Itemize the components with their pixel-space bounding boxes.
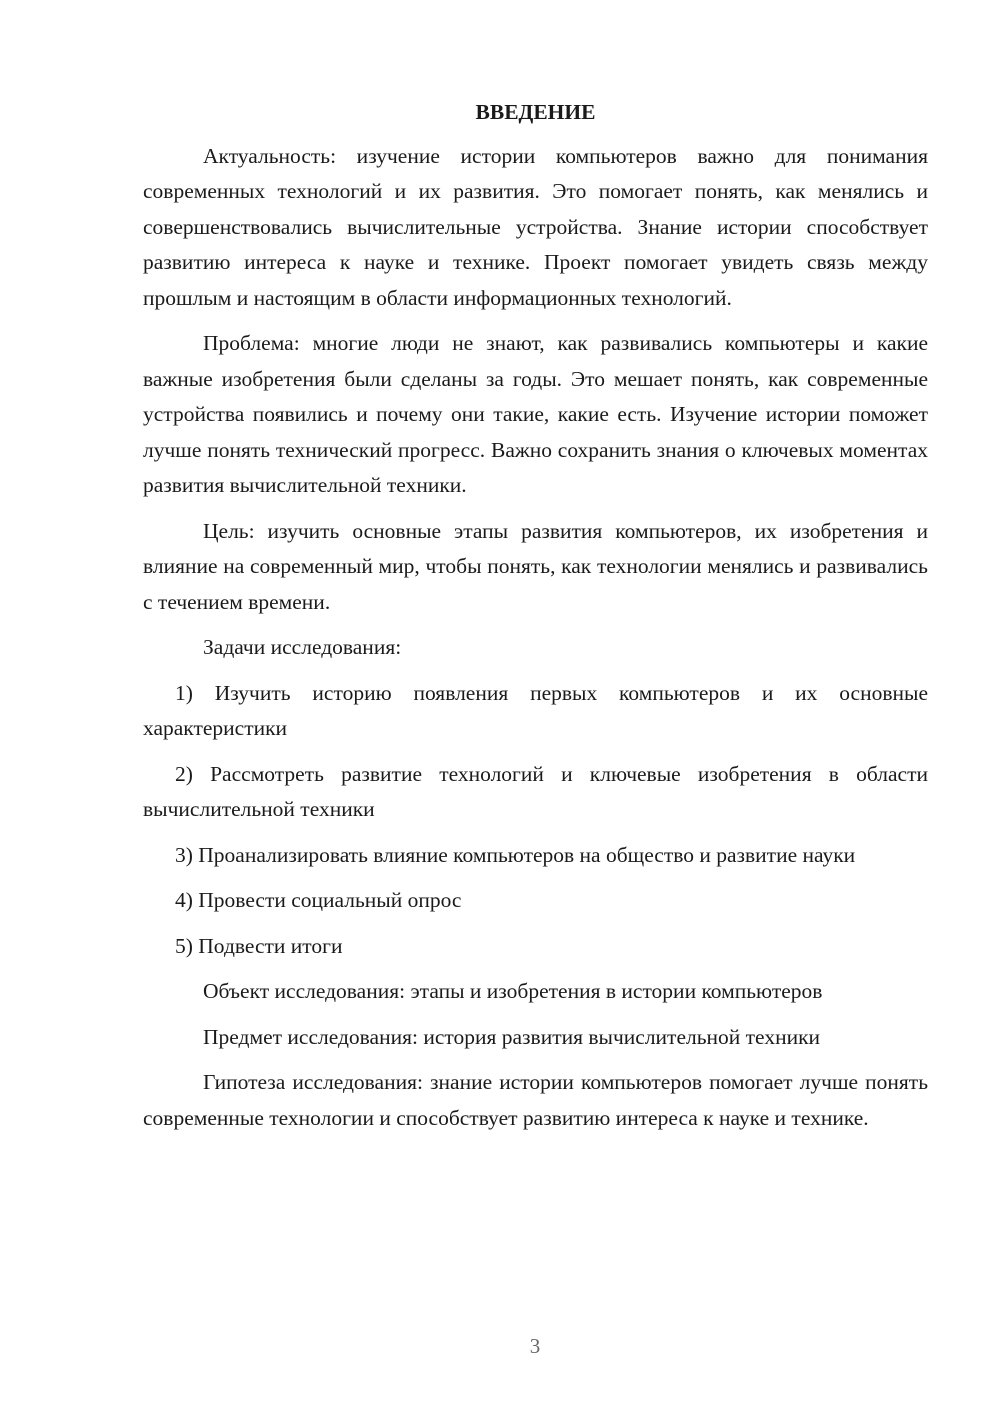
- subject-paragraph: Предмет исследования: история развития вычислительной техники: [203, 1024, 821, 1049]
- object-paragraph: Объект исследования: этапы и изобретения в истории компьютеров: [203, 979, 823, 1003]
- document-page: [143, 95, 928, 1146]
- task-item: 3) Проанализировать влияние компьютеров на общество и развитие науки: [175, 842, 856, 867]
- hypothesis-paragraph: Гипотеза исследования: знание истории компьютеров помогает лучше понять современные технологии и способствует развитию интереса к науке и технике.: [143, 1070, 928, 1130]
- page-title: ВВЕДЕНИЕ: [475, 100, 596, 124]
- page-number: 3: [529, 1334, 541, 1358]
- task-item: 1) Изучить историю появления первых компьютеров и их основные характеристики: [143, 680, 928, 740]
- tasks-label: Задачи исследования:: [203, 635, 402, 659]
- task-item: 2) Рассмотреть развитие технологий и ключевые изобретения в области вычислительной техники: [143, 761, 928, 821]
- tasks-list: [143, 676, 928, 965]
- goal-paragraph: Цель: изучить основные этапы развития компьютеров, их изобретения и влияние на современный мир, чтобы понять, как технологии менялись и развивались с течением времени.: [143, 518, 928, 614]
- problem-paragraph: Проблема: многие люди не знают, как развивались компьютеры и какие важные изобретения были сделаны за годы. Это мешает понять, как современные устройства появились и почему они такие, какие есть. Изучение истории поможет лучше понять технический прогресс. Важно сохранить знания о ключевых моментах развития вычислительной техники.: [143, 331, 928, 497]
- task-item: 5) Подвести итоги: [175, 933, 343, 958]
- relevance-paragraph: Актуальность: изучение истории компьютеров важно для понимания современных технологий и их развития. Это помогает понять, как менялись и совершенствовались вычислительные устройства. Знание истории способствует развитию интереса к науке и технике. Проект помогает увидеть связь между прошлым и настоящим в области информационных технологий.: [143, 143, 928, 310]
- task-item: 4) Провести социальный опрос: [175, 888, 462, 912]
